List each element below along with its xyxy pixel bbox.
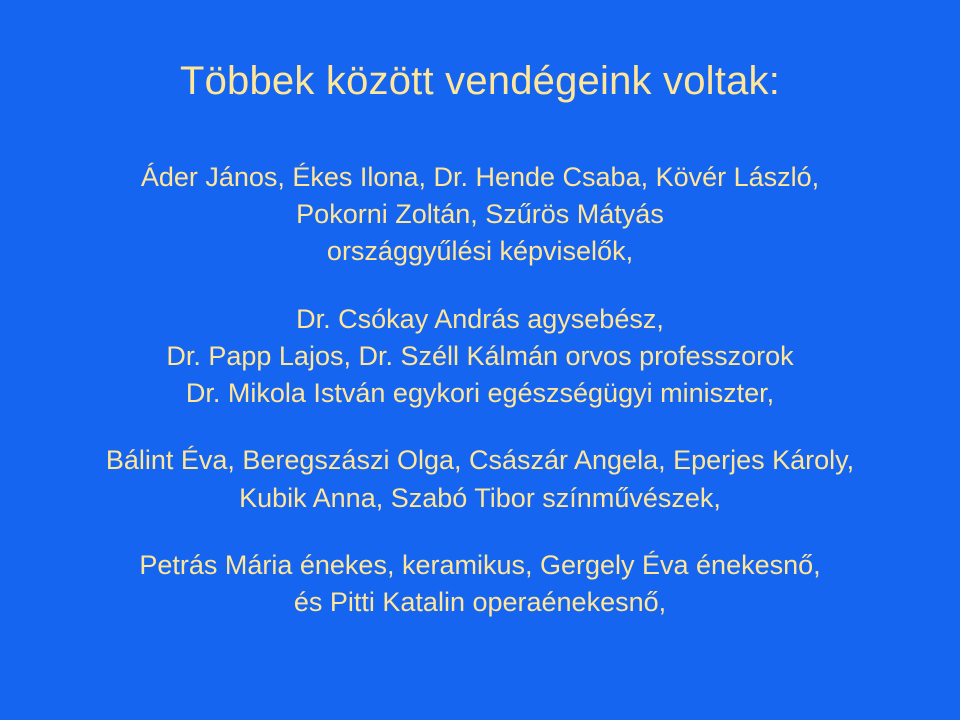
guest-group-politicians — [30, 159, 930, 271]
guest-line: Áder János, Ékes Ilona, Dr. Hende Csaba, Kövér László, — [140, 161, 820, 192]
guest-line: Dr. Papp Lajos, Dr. Széll Kálmán orvos professzorok — [166, 340, 794, 371]
guest-line: Dr. Mikola István egykori egészségügyi miniszter, — [185, 378, 775, 409]
slide-body — [30, 159, 930, 622]
guest-line: Bálint Éva, Beregszászi Olga, Császár Angela, Eperjes Károly, — [105, 445, 855, 476]
guest-line: országgyűlési képviselők, — [326, 236, 634, 267]
guest-group-doctors — [30, 301, 930, 413]
guest-line: Dr. Csókay András agysebész, — [296, 303, 664, 334]
guest-line: Petrás Mária énekes, keramikus, Gergely Éva énekesnő, — [139, 549, 821, 580]
guest-group-singers — [30, 547, 930, 622]
guest-line: és Pitti Katalin operaénekesnő, — [293, 587, 667, 618]
guest-line: Pokorni Zoltán, Szűrös Mátyás — [296, 199, 664, 230]
slide-title: Többek között vendégeink voltak: — [179, 59, 781, 103]
guest-group-actors — [30, 442, 930, 517]
guest-line: Kubik Anna, Szabó Tibor színművészek, — [239, 482, 721, 513]
